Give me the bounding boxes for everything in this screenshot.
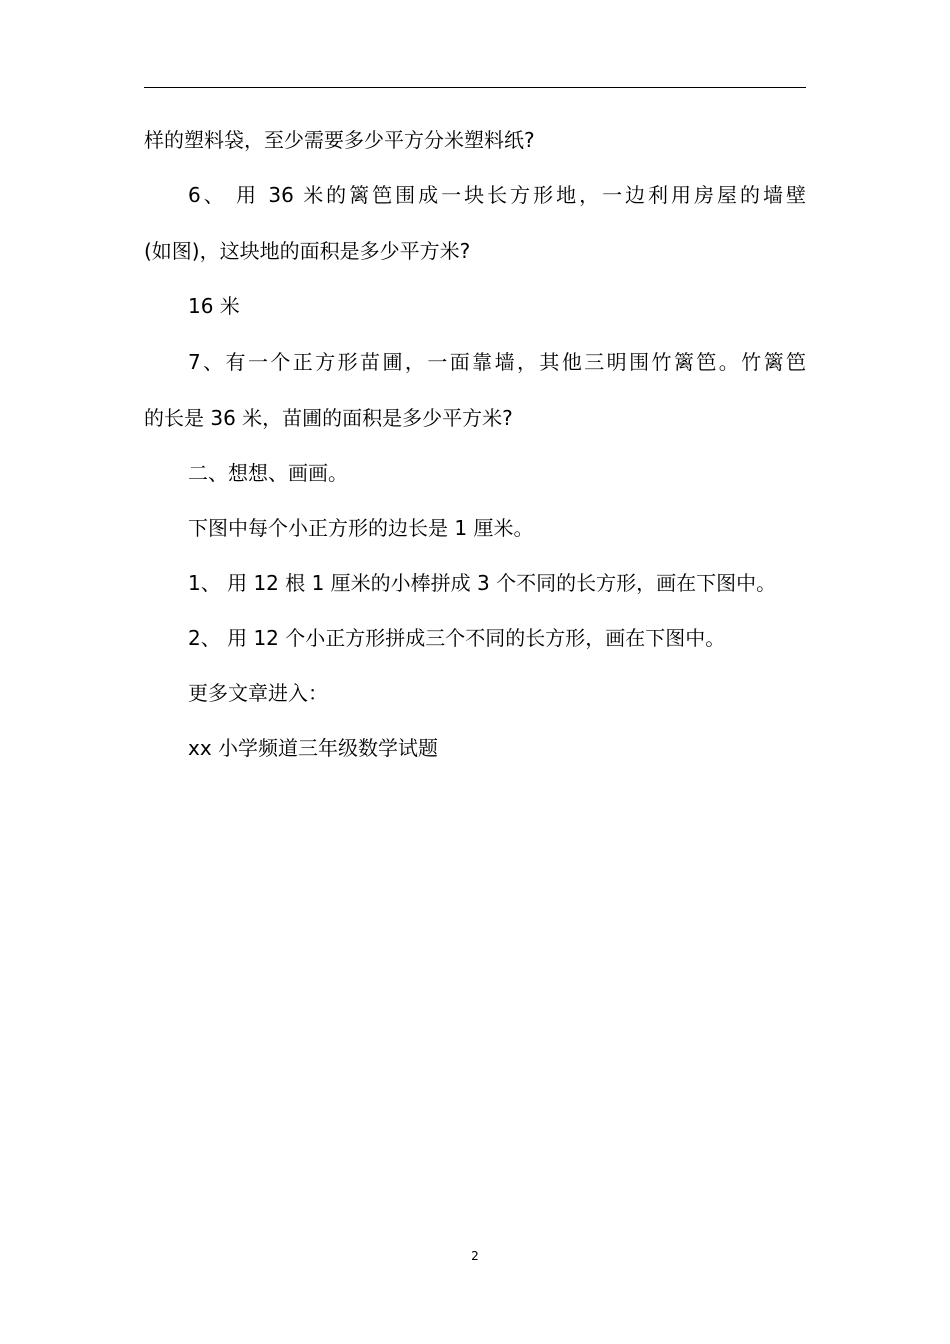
question-6-line-1: 6、 用 36 米的篱笆围成一块长方形地，一边利用房屋的墙壁: [188, 183, 806, 207]
text-line-1: 样的塑料袋，至少需要多少平方分米塑料纸?: [144, 128, 535, 152]
task-1-line: 1、 用 12 根 1 厘米的小棒拼成 3 个不同的长方形，画在下图中。: [188, 571, 777, 595]
section-heading-2: 二、想想、画画。: [188, 461, 348, 485]
instruction-line: 下图中每个小正方形的边长是 1 厘米。: [188, 516, 534, 540]
question-6-line-2: (如图)，这块地的面积是多少平方米?: [144, 239, 471, 263]
header-rule: [144, 87, 806, 88]
more-articles-label: 更多文章进入：: [188, 681, 328, 705]
more-articles-link[interactable]: xx 小学频道三年级数学试题: [188, 736, 439, 760]
question-7-line-2: 的长是 36 米，苗圃的面积是多少平方米?: [144, 406, 513, 430]
task-2-line: 2、 用 12 个小正方形拼成三个不同的长方形，画在下图中。: [188, 626, 726, 650]
question-7-line-1: 7、有一个正方形苗圃，一面靠墙，其他三明围竹篱笆。竹篱笆: [188, 350, 806, 374]
figure-label-16m: 16 米: [188, 294, 240, 318]
page-number: 2: [471, 1249, 479, 1263]
